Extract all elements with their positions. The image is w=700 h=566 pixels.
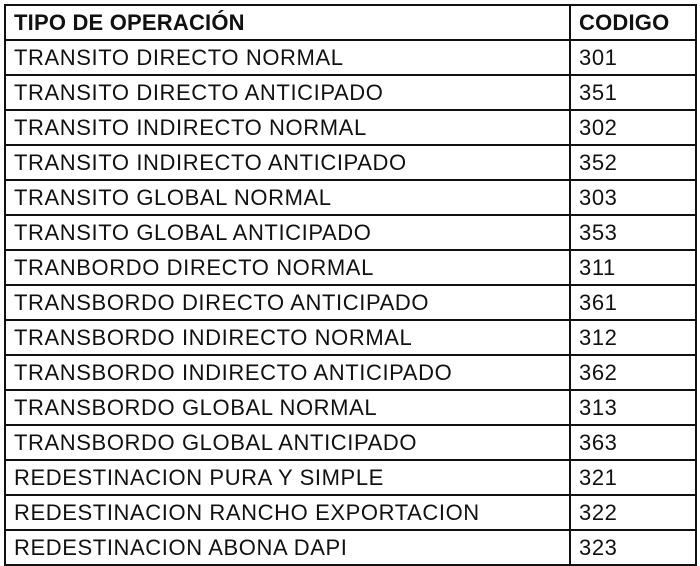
header-code: CODIGO xyxy=(570,5,696,40)
table-row xyxy=(5,495,696,530)
operation-cell: TRANSITO INDIRECTO ANTICIPADO xyxy=(5,145,570,180)
table-row xyxy=(5,285,696,320)
operation-cell: TRANSBORDO INDIRECTO NORMAL xyxy=(5,320,570,355)
operation-cell: TRANSBORDO INDIRECTO ANTICIPADO xyxy=(5,355,570,390)
code-cell: 301 xyxy=(570,40,696,75)
table-row xyxy=(5,180,696,215)
header-operation-type: TIPO DE OPERACIÓN xyxy=(5,5,570,40)
table-row xyxy=(5,145,696,180)
code-cell: 302 xyxy=(570,110,696,145)
operation-cell: TRANSBORDO DIRECTO ANTICIPADO xyxy=(5,285,570,320)
code-cell: 303 xyxy=(570,180,696,215)
operation-cell: TRANSBORDO GLOBAL NORMAL xyxy=(5,390,570,425)
table-row xyxy=(5,530,696,565)
operation-cell: TRANSITO GLOBAL ANTICIPADO xyxy=(5,215,570,250)
operations-table-container xyxy=(4,4,695,560)
table-header-row xyxy=(5,5,696,40)
table-row xyxy=(5,355,696,390)
code-cell: 322 xyxy=(570,495,696,530)
table-row xyxy=(5,425,696,460)
code-cell: 361 xyxy=(570,285,696,320)
code-cell: 313 xyxy=(570,390,696,425)
code-cell: 353 xyxy=(570,215,696,250)
table-row xyxy=(5,250,696,285)
code-cell: 312 xyxy=(570,320,696,355)
code-cell: 311 xyxy=(570,250,696,285)
table-row xyxy=(5,75,696,110)
table-row xyxy=(5,40,696,75)
operation-cell: TRANSITO INDIRECTO NORMAL xyxy=(5,110,570,145)
table-row xyxy=(5,460,696,495)
code-cell: 363 xyxy=(570,425,696,460)
operation-cell: TRANSITO GLOBAL NORMAL xyxy=(5,180,570,215)
operation-cell: TRANSITO DIRECTO NORMAL xyxy=(5,40,570,75)
operation-cell: TRANSITO DIRECTO ANTICIPADO xyxy=(5,75,570,110)
operation-cell: TRANBORDO DIRECTO NORMAL xyxy=(5,250,570,285)
operation-cell: TRANSBORDO GLOBAL ANTICIPADO xyxy=(5,425,570,460)
table-row xyxy=(5,390,696,425)
code-cell: 352 xyxy=(570,145,696,180)
code-cell: 321 xyxy=(570,460,696,495)
operations-table xyxy=(4,4,697,566)
table-row xyxy=(5,110,696,145)
table-row xyxy=(5,320,696,355)
code-cell: 323 xyxy=(570,530,696,565)
code-cell: 351 xyxy=(570,75,696,110)
operation-cell: REDESTINACION ABONA DAPI xyxy=(5,530,570,565)
operation-cell: REDESTINACION PURA Y SIMPLE xyxy=(5,460,570,495)
table-row xyxy=(5,215,696,250)
code-cell: 362 xyxy=(570,355,696,390)
operation-cell: REDESTINACION RANCHO EXPORTACION xyxy=(5,495,570,530)
